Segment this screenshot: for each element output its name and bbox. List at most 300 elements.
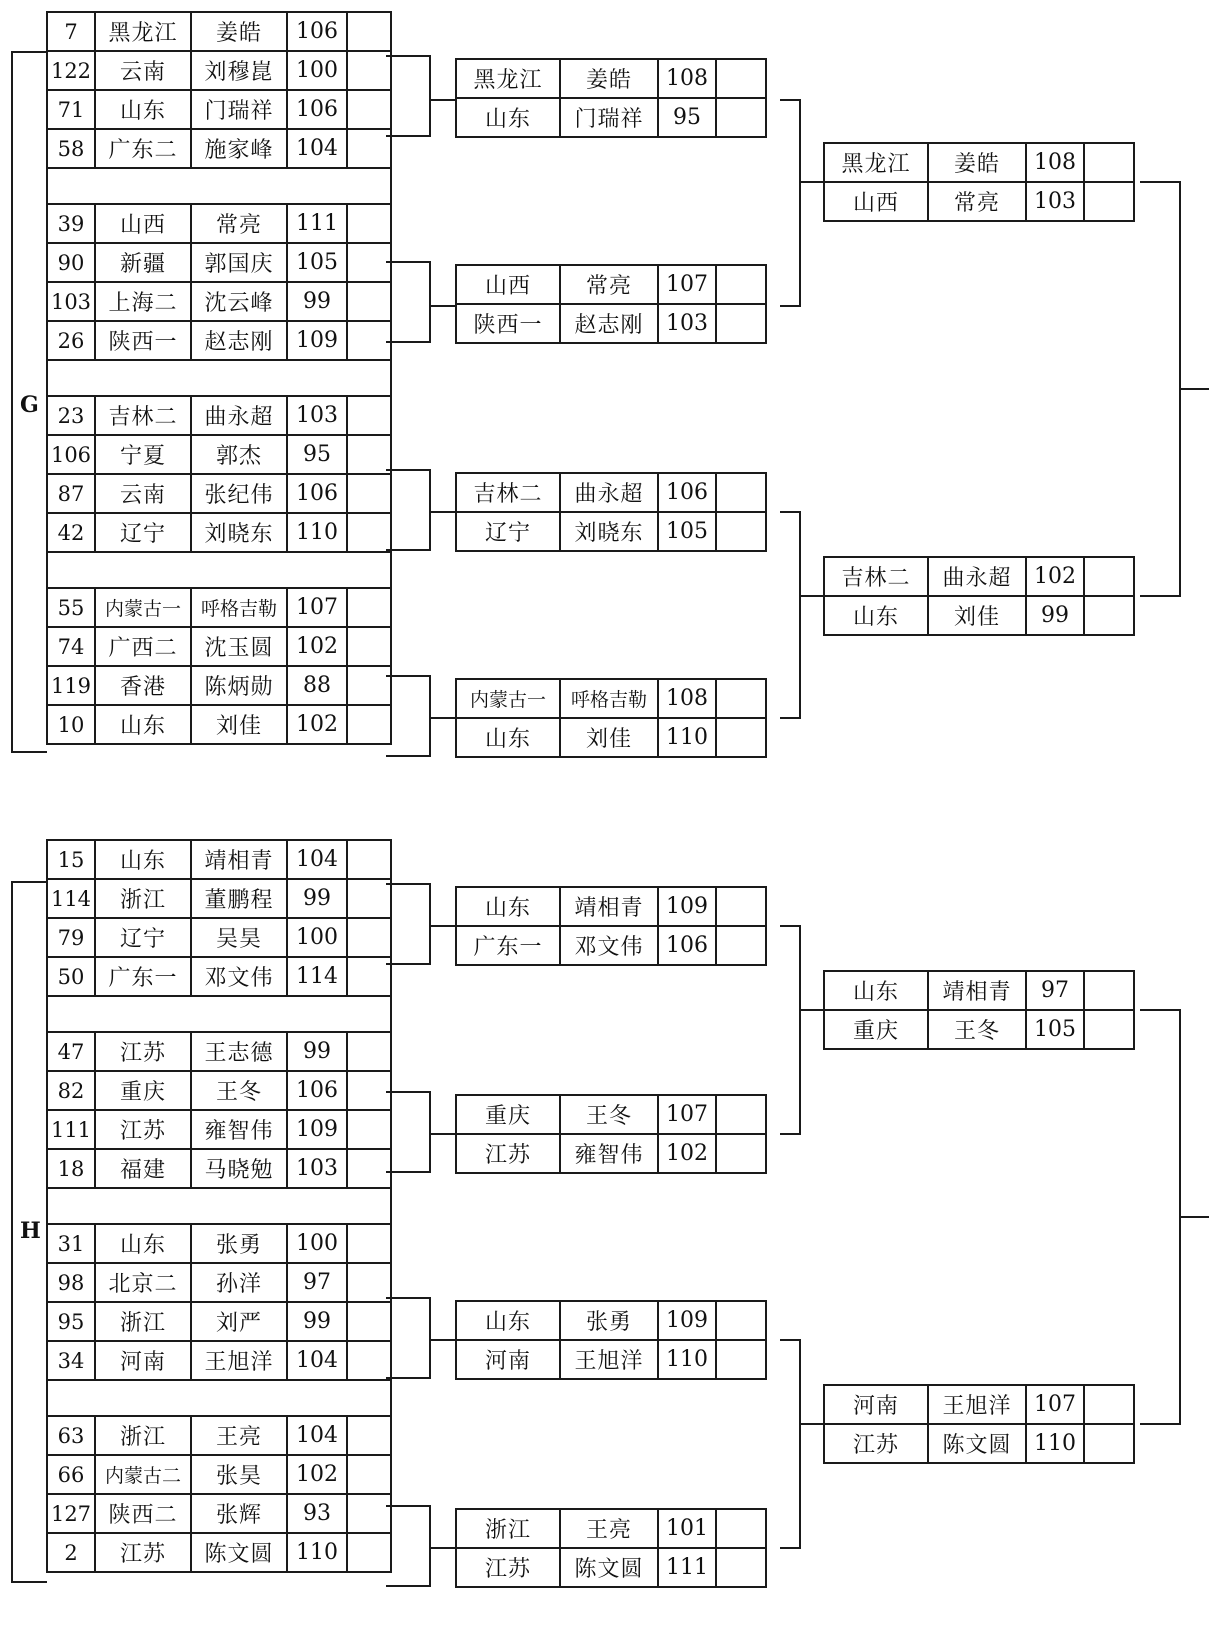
table-row — [456, 265, 766, 304]
table-row — [456, 1095, 766, 1134]
player-name: 曲永超 — [560, 473, 658, 512]
province: 江苏 — [95, 1032, 191, 1071]
score: 100 — [287, 918, 347, 957]
empty-cell — [347, 1110, 391, 1149]
province: 宁夏 — [95, 435, 191, 474]
empty-cell — [347, 840, 391, 879]
player-name: 呼格吉勒 — [560, 679, 658, 718]
player-name: 郭国庆 — [191, 243, 287, 282]
group-label-g: G — [20, 392, 39, 418]
seed: 7 — [47, 12, 95, 51]
score: 99 — [287, 282, 347, 321]
province: 内蒙古一 — [95, 588, 191, 627]
score: 99 — [287, 1032, 347, 1071]
empty-cell — [347, 90, 391, 129]
seed: 15 — [47, 840, 95, 879]
province: 陕西二 — [95, 1494, 191, 1533]
table-row — [47, 51, 391, 90]
score: 106 — [658, 926, 716, 965]
province: 山西 — [824, 182, 928, 221]
h-round2-match-4 — [455, 1508, 767, 1588]
player-name: 常亮 — [560, 265, 658, 304]
province: 广东二 — [95, 129, 191, 168]
empty-cell — [716, 98, 766, 137]
empty-cell — [347, 879, 391, 918]
score: 104 — [287, 1416, 347, 1455]
table-row — [456, 887, 766, 926]
player-name: 刘佳 — [191, 705, 287, 744]
province: 内蒙古二 — [95, 1455, 191, 1494]
score: 95 — [287, 435, 347, 474]
empty-cell — [347, 1533, 391, 1572]
province: 山东 — [456, 1301, 560, 1340]
player-name: 张勇 — [191, 1224, 287, 1263]
empty-cell — [347, 1032, 391, 1071]
empty-cell — [716, 304, 766, 343]
player-name: 姜皓 — [191, 12, 287, 51]
player-name: 马晓勉 — [191, 1149, 287, 1188]
seed: 127 — [47, 1494, 95, 1533]
table-row — [456, 1340, 766, 1379]
province: 江苏 — [824, 1424, 928, 1463]
score: 109 — [658, 887, 716, 926]
empty-cell — [47, 168, 391, 204]
player-name: 常亮 — [191, 204, 287, 243]
empty-cell — [716, 265, 766, 304]
h-round2-match-1 — [455, 886, 767, 966]
province: 云南 — [95, 51, 191, 90]
province: 山东 — [95, 1224, 191, 1263]
empty-cell — [716, 926, 766, 965]
province: 内蒙古一 — [456, 679, 560, 718]
seed: 106 — [47, 435, 95, 474]
score: 99 — [1026, 596, 1084, 635]
table-row — [47, 1494, 391, 1533]
seed: 26 — [47, 321, 95, 360]
empty-cell — [347, 321, 391, 360]
score: 88 — [287, 666, 347, 705]
table-row — [47, 90, 391, 129]
empty-cell — [716, 679, 766, 718]
empty-cell — [347, 243, 391, 282]
table-row — [824, 1424, 1134, 1463]
score: 100 — [287, 51, 347, 90]
score: 106 — [287, 474, 347, 513]
empty-cell — [716, 59, 766, 98]
province: 河南 — [824, 1385, 928, 1424]
empty-cell — [47, 996, 391, 1032]
empty-cell — [1084, 1385, 1134, 1424]
spacer-row — [47, 996, 391, 1032]
table-row — [47, 12, 391, 51]
table-row — [824, 143, 1134, 182]
score: 105 — [658, 512, 716, 551]
seed: 114 — [47, 879, 95, 918]
empty-cell — [1084, 596, 1134, 635]
province: 江苏 — [95, 1533, 191, 1572]
score: 101 — [658, 1509, 716, 1548]
g-round1-table — [46, 11, 392, 745]
player-name: 郭杰 — [191, 435, 287, 474]
table-row — [47, 588, 391, 627]
empty-cell — [347, 396, 391, 435]
empty-cell — [347, 918, 391, 957]
province: 山西 — [456, 265, 560, 304]
table-row — [47, 1302, 391, 1341]
province: 浙江 — [95, 1302, 191, 1341]
player-name: 赵志刚 — [560, 304, 658, 343]
province: 江苏 — [456, 1134, 560, 1173]
table-row — [47, 957, 391, 996]
table-row — [456, 473, 766, 512]
table-row — [47, 129, 391, 168]
empty-cell — [716, 887, 766, 926]
spacer-row — [47, 168, 391, 204]
province: 山东 — [95, 90, 191, 129]
h-round2-match-2 — [455, 1094, 767, 1174]
player-name: 刘严 — [191, 1302, 287, 1341]
player-name: 王亮 — [191, 1416, 287, 1455]
province: 山西 — [95, 204, 191, 243]
player-name: 靖相青 — [191, 840, 287, 879]
group-label-h: H — [20, 1218, 41, 1244]
empty-cell — [1084, 557, 1134, 596]
table-row — [47, 627, 391, 666]
empty-cell — [716, 1134, 766, 1173]
empty-cell — [347, 474, 391, 513]
empty-cell — [347, 204, 391, 243]
seed: 66 — [47, 1455, 95, 1494]
province: 吉林二 — [824, 557, 928, 596]
province: 山东 — [95, 705, 191, 744]
province: 山东 — [824, 596, 928, 635]
g-round2-match-4 — [455, 678, 767, 758]
empty-cell — [347, 1494, 391, 1533]
player-name: 靖相青 — [560, 887, 658, 926]
seed: 31 — [47, 1224, 95, 1263]
table-row — [824, 596, 1134, 635]
province: 山东 — [95, 840, 191, 879]
player-name: 姜皓 — [560, 59, 658, 98]
seed: 47 — [47, 1032, 95, 1071]
province: 重庆 — [824, 1010, 928, 1049]
empty-cell — [347, 627, 391, 666]
table-row — [47, 1533, 391, 1572]
player-name: 孙洋 — [191, 1263, 287, 1302]
table-row — [47, 666, 391, 705]
player-name: 王旭洋 — [560, 1340, 658, 1379]
province: 江苏 — [95, 1110, 191, 1149]
empty-cell — [47, 360, 391, 396]
empty-cell — [347, 1224, 391, 1263]
score: 99 — [287, 879, 347, 918]
spacer-row — [47, 1188, 391, 1224]
province: 辽宁 — [95, 513, 191, 552]
score: 99 — [287, 1302, 347, 1341]
score: 100 — [287, 1224, 347, 1263]
empty-cell — [347, 513, 391, 552]
g-round2-match-3 — [455, 472, 767, 552]
player-name: 呼格吉勒 — [191, 588, 287, 627]
empty-cell — [347, 51, 391, 90]
table-row — [824, 971, 1134, 1010]
province: 辽宁 — [456, 512, 560, 551]
player-name: 施家峰 — [191, 129, 287, 168]
table-row — [47, 1416, 391, 1455]
province: 山东 — [456, 98, 560, 137]
table-row — [824, 182, 1134, 221]
seed: 90 — [47, 243, 95, 282]
province: 浙江 — [95, 1416, 191, 1455]
table-row — [47, 1032, 391, 1071]
empty-cell — [1084, 1010, 1134, 1049]
player-name: 张纪伟 — [191, 474, 287, 513]
player-name: 刘穆崑 — [191, 51, 287, 90]
table-row — [824, 557, 1134, 596]
province: 香港 — [95, 666, 191, 705]
table-row — [47, 1149, 391, 1188]
province: 山东 — [824, 971, 928, 1010]
empty-cell — [1084, 1424, 1134, 1463]
player-name: 陈文圆 — [191, 1533, 287, 1572]
seed: 79 — [47, 918, 95, 957]
empty-cell — [347, 588, 391, 627]
empty-cell — [1084, 143, 1134, 182]
seed: 95 — [47, 1302, 95, 1341]
province: 陕西一 — [95, 321, 191, 360]
score: 114 — [287, 957, 347, 996]
table-row — [47, 513, 391, 552]
h-round3-match-2 — [823, 1384, 1135, 1464]
score: 95 — [658, 98, 716, 137]
table-row — [456, 512, 766, 551]
province: 陕西一 — [456, 304, 560, 343]
seed: 71 — [47, 90, 95, 129]
spacer-row — [47, 360, 391, 396]
province: 河南 — [456, 1340, 560, 1379]
score: 103 — [658, 304, 716, 343]
table-row — [47, 840, 391, 879]
score: 106 — [287, 1071, 347, 1110]
score: 108 — [658, 679, 716, 718]
empty-cell — [716, 1301, 766, 1340]
seed: 39 — [47, 204, 95, 243]
h-round2-match-3 — [455, 1300, 767, 1380]
seed: 82 — [47, 1071, 95, 1110]
seed: 58 — [47, 129, 95, 168]
province: 云南 — [95, 474, 191, 513]
empty-cell — [347, 666, 391, 705]
table-row — [47, 705, 391, 744]
empty-cell — [1084, 971, 1134, 1010]
score: 97 — [1026, 971, 1084, 1010]
empty-cell — [47, 1380, 391, 1416]
table-row — [456, 1301, 766, 1340]
table-row — [47, 1341, 391, 1380]
table-row — [47, 1110, 391, 1149]
table-row — [47, 879, 391, 918]
empty-cell — [347, 1341, 391, 1380]
empty-cell — [347, 12, 391, 51]
province: 上海二 — [95, 282, 191, 321]
h-round1-table — [46, 839, 392, 1573]
table-row — [824, 1010, 1134, 1049]
score: 93 — [287, 1494, 347, 1533]
player-name: 雍智伟 — [560, 1134, 658, 1173]
province: 山东 — [456, 718, 560, 757]
score: 111 — [658, 1548, 716, 1587]
empty-cell — [347, 282, 391, 321]
score: 103 — [1026, 182, 1084, 221]
player-name: 刘佳 — [560, 718, 658, 757]
score: 106 — [658, 473, 716, 512]
table-row — [456, 59, 766, 98]
seed: 63 — [47, 1416, 95, 1455]
player-name: 姜皓 — [928, 143, 1026, 182]
empty-cell — [716, 473, 766, 512]
score: 108 — [658, 59, 716, 98]
table-row — [824, 1385, 1134, 1424]
empty-cell — [347, 1071, 391, 1110]
player-name: 王冬 — [191, 1071, 287, 1110]
g-outer-bracket — [12, 52, 47, 752]
player-name: 刘佳 — [928, 596, 1026, 635]
empty-cell — [347, 1263, 391, 1302]
player-name: 张辉 — [191, 1494, 287, 1533]
score: 107 — [658, 1095, 716, 1134]
score: 102 — [287, 1455, 347, 1494]
h-round3-match-1 — [823, 970, 1135, 1050]
score: 108 — [1026, 143, 1084, 182]
seed: 23 — [47, 396, 95, 435]
empty-cell — [347, 705, 391, 744]
table-row — [456, 718, 766, 757]
player-name: 王亮 — [560, 1509, 658, 1548]
province: 吉林二 — [456, 473, 560, 512]
table-row — [47, 282, 391, 321]
seed: 103 — [47, 282, 95, 321]
empty-cell — [347, 957, 391, 996]
province: 黑龙江 — [95, 12, 191, 51]
score: 109 — [287, 1110, 347, 1149]
score: 102 — [287, 705, 347, 744]
player-name: 董鹏程 — [191, 879, 287, 918]
empty-cell — [347, 1302, 391, 1341]
player-name: 赵志刚 — [191, 321, 287, 360]
player-name: 曲永超 — [928, 557, 1026, 596]
table-row — [47, 243, 391, 282]
score: 110 — [287, 1533, 347, 1572]
score: 104 — [287, 129, 347, 168]
empty-cell — [716, 1095, 766, 1134]
score: 107 — [1026, 1385, 1084, 1424]
score: 107 — [287, 588, 347, 627]
province: 福建 — [95, 1149, 191, 1188]
province: 河南 — [95, 1341, 191, 1380]
seed: 74 — [47, 627, 95, 666]
table-row — [456, 1548, 766, 1587]
table-row — [456, 304, 766, 343]
table-row — [456, 926, 766, 965]
province: 浙江 — [95, 879, 191, 918]
g-round2-match-1 — [455, 58, 767, 138]
g-round3-match-1 — [823, 142, 1135, 222]
empty-cell — [716, 512, 766, 551]
seed: 111 — [47, 1110, 95, 1149]
table-row — [47, 1224, 391, 1263]
seed: 10 — [47, 705, 95, 744]
table-row — [456, 1509, 766, 1548]
player-name: 沈云峰 — [191, 282, 287, 321]
province: 重庆 — [95, 1071, 191, 1110]
score: 102 — [1026, 557, 1084, 596]
province: 广西二 — [95, 627, 191, 666]
g-round2-match-2 — [455, 264, 767, 344]
empty-cell — [347, 1455, 391, 1494]
score: 111 — [287, 204, 347, 243]
empty-cell — [716, 1509, 766, 1548]
score: 97 — [287, 1263, 347, 1302]
player-name: 曲永超 — [191, 396, 287, 435]
player-name: 张勇 — [560, 1301, 658, 1340]
seed: 18 — [47, 1149, 95, 1188]
score: 105 — [1026, 1010, 1084, 1049]
score: 109 — [658, 1301, 716, 1340]
h-outer-bracket — [12, 882, 47, 1582]
score: 104 — [287, 840, 347, 879]
player-name: 王志德 — [191, 1032, 287, 1071]
province: 山东 — [456, 887, 560, 926]
table-row — [47, 1071, 391, 1110]
province: 黑龙江 — [456, 59, 560, 98]
score: 106 — [287, 12, 347, 51]
player-name: 雍智伟 — [191, 1110, 287, 1149]
table-row — [456, 679, 766, 718]
table-row — [47, 918, 391, 957]
score: 106 — [287, 90, 347, 129]
player-name: 吴昊 — [191, 918, 287, 957]
empty-cell — [47, 1188, 391, 1224]
score: 102 — [658, 1134, 716, 1173]
player-name: 靖相青 — [928, 971, 1026, 1010]
score: 103 — [287, 396, 347, 435]
table-row — [47, 1455, 391, 1494]
player-name: 陈炳勋 — [191, 666, 287, 705]
player-name: 王旭洋 — [928, 1385, 1026, 1424]
score: 103 — [287, 1149, 347, 1188]
empty-cell — [347, 1149, 391, 1188]
table-row — [47, 474, 391, 513]
table-row — [47, 1263, 391, 1302]
province: 广东一 — [456, 926, 560, 965]
player-name: 门瑞祥 — [560, 98, 658, 137]
player-name: 王旭洋 — [191, 1341, 287, 1380]
score: 110 — [1026, 1424, 1084, 1463]
score: 110 — [287, 513, 347, 552]
player-name: 邓文伟 — [191, 957, 287, 996]
province: 北京二 — [95, 1263, 191, 1302]
player-name: 王冬 — [928, 1010, 1026, 1049]
spacer-row — [47, 1380, 391, 1416]
province: 重庆 — [456, 1095, 560, 1134]
seed: 55 — [47, 588, 95, 627]
province: 广东一 — [95, 957, 191, 996]
province: 浙江 — [456, 1509, 560, 1548]
table-row — [47, 204, 391, 243]
table-row — [456, 98, 766, 137]
province: 江苏 — [456, 1548, 560, 1587]
empty-cell — [347, 435, 391, 474]
